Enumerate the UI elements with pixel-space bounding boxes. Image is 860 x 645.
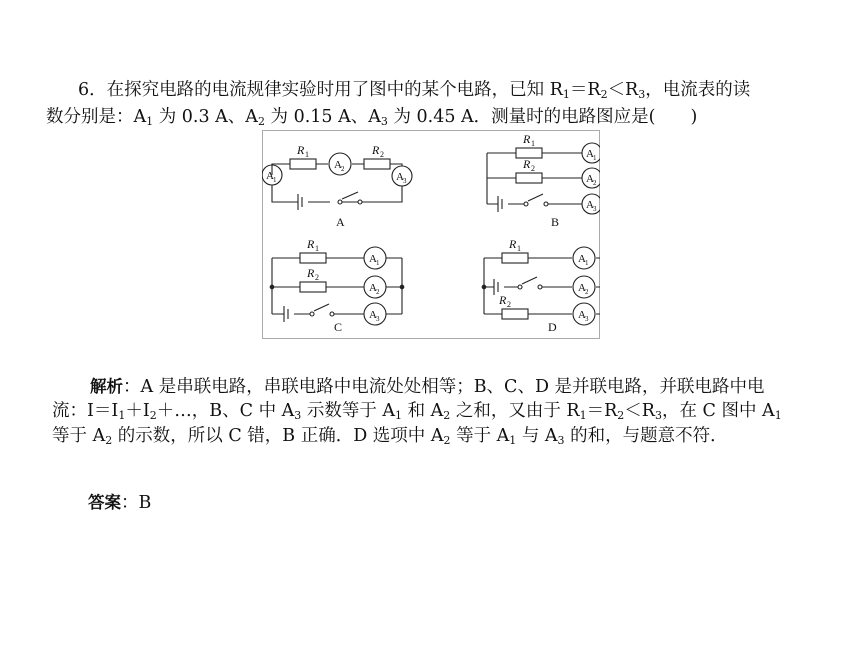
resistor-subscript: 2 bbox=[531, 164, 535, 173]
circuit-c bbox=[270, 247, 404, 325]
switch bbox=[518, 277, 542, 289]
resistor-subscript: 1 bbox=[531, 139, 535, 148]
ammeter-subscript: 2 bbox=[376, 288, 380, 296]
resistor-r1 bbox=[502, 253, 528, 263]
explanation-line-1: 解析：A 是串联电路，串联电路中电流处处相等；B、C、D 是并联电路，并联电路中电 bbox=[90, 377, 765, 397]
svg-text:R: R bbox=[372, 143, 380, 157]
ammeter-subscript: 2 bbox=[585, 288, 589, 296]
resistor-subscript: 1 bbox=[315, 244, 319, 253]
svg-text:1: 1 bbox=[273, 176, 277, 184]
ammeter-label: A bbox=[578, 253, 586, 265]
ammeter-subscript: 1 bbox=[376, 259, 380, 267]
resistor-r2 bbox=[502, 309, 528, 319]
resistor-label: R bbox=[307, 266, 315, 280]
question-line-1: 6．在探究电路的电流规律实验时用了图中的某个电路，已知 $R_1=R_2<R_3$，电流表的读 bbox=[78, 80, 751, 101]
battery bbox=[498, 196, 502, 212]
resistor-r1 bbox=[290, 159, 316, 169]
svg-text:2: 2 bbox=[380, 150, 384, 159]
explanation-line-3: 等于 $A_2$ 的示数，所以 C 错，B 正确．D 选项中 $A_2$ 等于 $A_1$ 与 $A_3$ 的和，与题意不符． bbox=[52, 426, 728, 447]
circuit-diagrams-figure bbox=[262, 130, 600, 340]
ammeter-label: A bbox=[586, 199, 594, 211]
svg-text:R: R bbox=[297, 143, 305, 157]
svg-text:A: A bbox=[266, 170, 274, 182]
answer-value: ：B bbox=[121, 493, 152, 513]
circuit-label-b: B bbox=[551, 215, 560, 229]
ammeter-subscript: 1 bbox=[585, 259, 589, 267]
circuit-a bbox=[262, 143, 412, 229]
resistor-r1 bbox=[300, 253, 326, 263]
question-line-2: 数分别是：$A_1$ 为 0.3 A、$A_2$ 为 0.15 A、$A_3$ 为 0.45 A．测量时的电路图应是( ) bbox=[46, 107, 698, 128]
resistor-subscript: 2 bbox=[507, 300, 511, 309]
ammeter-subscript: 3 bbox=[376, 315, 380, 323]
ammeter-subscript: 3 bbox=[593, 205, 597, 213]
answer-label: 答案 bbox=[88, 493, 121, 512]
resistor-r2 bbox=[364, 159, 390, 169]
circuit-label-c: C bbox=[334, 320, 343, 334]
ammeter-label: A bbox=[578, 309, 586, 321]
ammeter-label: A bbox=[369, 282, 377, 294]
battery bbox=[284, 306, 288, 322]
ammeter-label: A bbox=[586, 148, 594, 160]
resistor-subscript: 1 bbox=[517, 244, 521, 253]
answer-line bbox=[88, 489, 151, 517]
resistor-label: R bbox=[499, 293, 507, 307]
circuit-b bbox=[487, 143, 600, 214]
resistor-r2 bbox=[516, 173, 542, 183]
svg-text:A: A bbox=[334, 159, 342, 171]
circuit-label-a: A bbox=[336, 215, 345, 229]
explanation-label: 解析 bbox=[90, 377, 123, 396]
ammeter-subscript: 2 bbox=[593, 179, 597, 187]
switch bbox=[310, 304, 334, 316]
svg-text:1: 1 bbox=[305, 150, 309, 159]
svg-text:3: 3 bbox=[403, 177, 407, 185]
ammeter-label: A bbox=[369, 309, 377, 321]
ammeter-label: A bbox=[578, 282, 586, 294]
resistor-label: R bbox=[307, 237, 315, 251]
resistor-r2 bbox=[300, 282, 326, 292]
svg-text:A: A bbox=[396, 171, 404, 183]
explanation-line-2: 流：$I=I_1+I_2+\dots$，B、C 中 $A_3$ 示数等于 $A_1$ 和 $A_2$ 之和，又由于 $R_1=R_2<R_3$，在 C 图中 $A_1$ bbox=[52, 401, 782, 422]
ammeter-label: A bbox=[586, 173, 594, 185]
svg-text:2: 2 bbox=[341, 165, 345, 173]
resistor-label: R bbox=[523, 132, 531, 146]
switch bbox=[524, 194, 548, 206]
resistor-label: R bbox=[523, 157, 531, 171]
battery bbox=[298, 194, 302, 210]
ammeter-label: A bbox=[369, 253, 377, 265]
resistor-label: R bbox=[509, 237, 517, 251]
battery bbox=[494, 279, 498, 295]
ammeter-subscript: 3 bbox=[585, 315, 589, 323]
circuit-label-d: D bbox=[548, 320, 557, 334]
ammeter-subscript: 1 bbox=[593, 154, 597, 162]
resistor-subscript: 2 bbox=[315, 273, 319, 282]
